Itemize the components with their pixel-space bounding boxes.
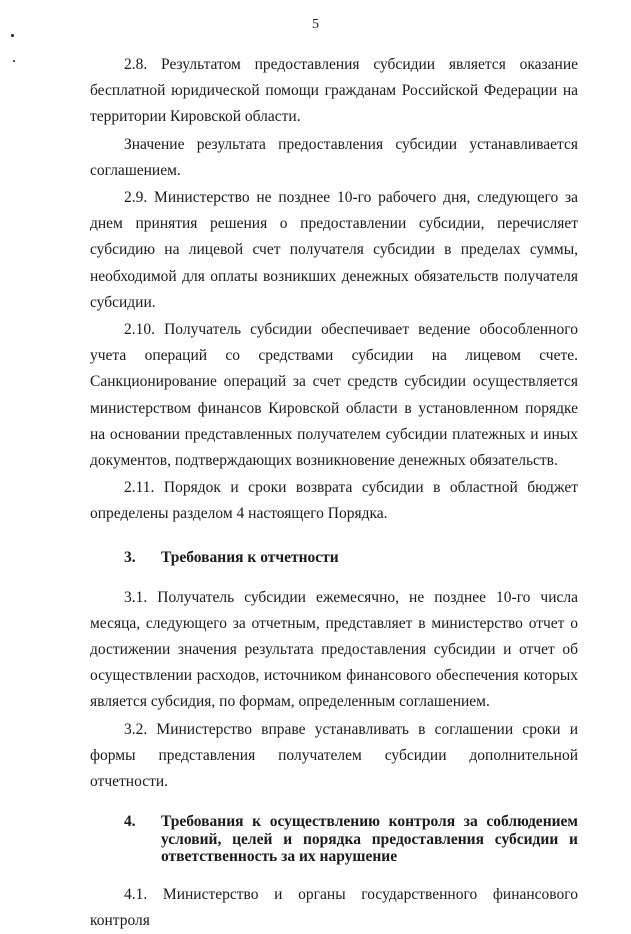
paragraph-4-1: 4.1. Министерство и органы государственного финансового контроля [90,885,578,929]
page-number: 5 [312,17,319,32]
section-3-heading [90,545,578,571]
paragraph-2-11: 2.11. Порядок и сроки возврата субсидии в областной бюджет определены разделом 4 настоящего Порядка. [90,479,578,523]
paragraph-2-8-value: Значение результата предоставления субсидии устанавливается соглашением. [90,135,578,179]
paragraph-2-8: 2.8. Результатом предоставления субсидии является оказание бесплатной юридической помощи гражданам Российской Федерации на территории Кировской области. [90,56,578,126]
paragraph-3-1: 3.1. Получатель субсидии ежемесячно, не позднее 10-го числа месяца, следующего за отчетным, представляет в министерство отчет о достижении значения результата предоставления субсидии и отчет об осуществлении расходов, источником финансового обеспечения которых является субсидия, по формам, определенным соглашением. [90,588,578,711]
section-3-number: 3. [124,548,136,566]
section-4-heading [90,813,578,866]
document-body [90,52,578,934]
paragraph-2-10: 2.10. Получатель субсидии обеспечивает ведение обособленного учета операций со средствами субсидии на лицевом счете. Санкционирование операций за счет средств субсидии осуществляется министерством финансов Кировской области в установленном порядке на основании представленных получателем субсидии платежных и иных документов, подтверждающих возникновение денежных обязательств. [90,321,578,470]
section-4-title: Требования к осуществлению контроля за соблюдением условий, целей и порядка предоставления субсидии и ответственность за их нарушение [161,813,578,866]
section-3-title: Требования к отчетности [161,548,339,566]
paragraph-2-9: 2.9. Министерство не позднее 10-го рабочего дня, следующего за днем принятия решения о предоставлении субсидии, перечисляет субсидию на лицевой счет получателя субсидии в пределах суммы, необходимой для оплаты возникших денежных обязательств получателя субсидии. [90,189,578,311]
scan-speck [13,60,15,62]
scan-speck [11,34,14,37]
section-4-number: 4. [124,813,136,831]
paragraph-3-2: 3.2. Министерство вправе устанавливать в соглашении сроки и формы представления получателем субсидии дополнительной отчетности. [90,720,578,791]
